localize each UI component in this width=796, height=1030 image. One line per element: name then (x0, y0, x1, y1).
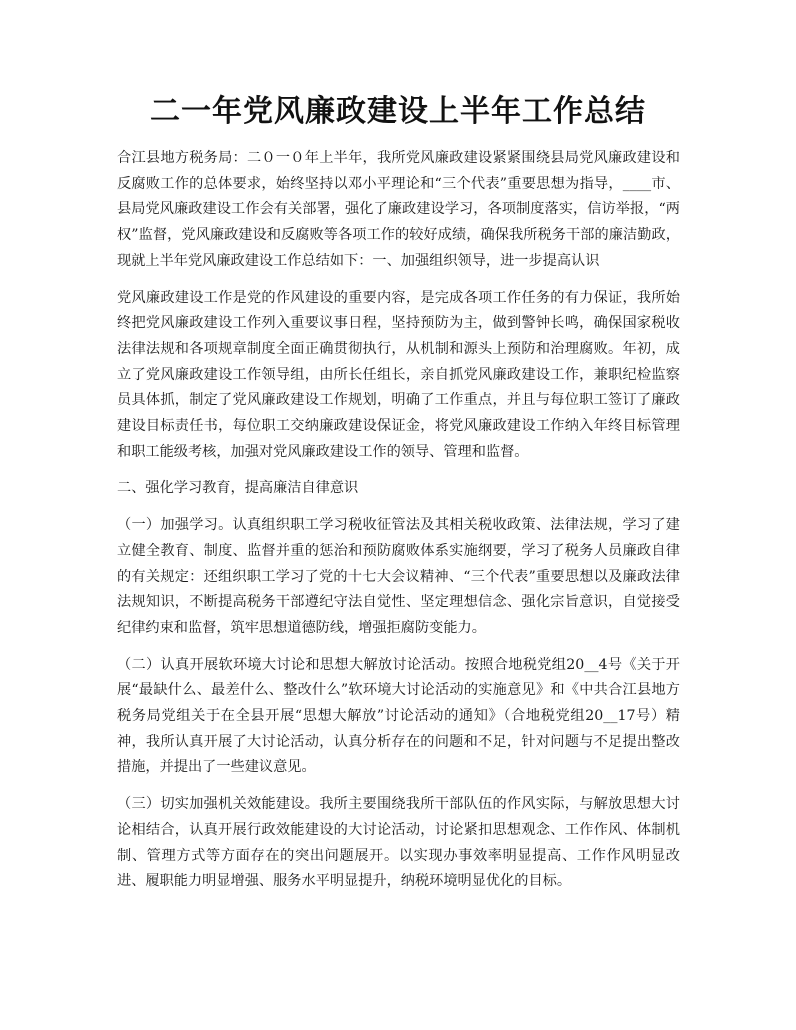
paragraph-study: （一）加强学习。认真组织职工学习税收征管法及其相关税收政策、法律法规，学习了建立健全教育、制度、监督并重的惩治和预防腐败体系实施纲要，学习了税务人员廉政自律的有关规定：还组织职工学习了党的十七大会议精神、“三个代表”重要思想以及廉政法律法规知识，不断提高税务干部遵纪守法自觉性、坚定理想信念、强化宗旨意识，自觉接受纪律约束和监督，筑牢思想道德防线，增强拒腐防变能力。 (117, 517, 680, 636)
document-title: 二一年党风廉政建设上半年工作总结 (150, 94, 646, 129)
paragraph-efficiency: （三）切实加强机关效能建设。我所主要围绕我所干部队伍的作风实际，与解放思想大讨论相结合，认真开展行政效能建设的大讨论活动，讨论紧扣思想观念、工作作风、体制机制、管理方式等方面存在的突出问题展开。以实现办事效率明显提高、工作作风明显改进、履职能力明显增强、服务水平明显提升，纳税环境明显优化的目标。 (117, 796, 680, 890)
section-heading-study: 二、强化学习教育，提高廉洁自律意识 (117, 480, 359, 497)
paragraph-intro: 合江县地方税务局：二０一０年上半年，我所党风廉政建设紧紧围绕县局党风廉政建设和反腐败工作的总体要求，始终坚持以邓小平理论和“三个代表”重要思想为指导，____市、县局党风廉政建设工作会有关部署，强化了廉政建设学习，各项制度落实，信访举报，“两权”监督，党风廉政建设和反腐败等各项工作的较好成绩，确保我所税务干部的廉洁勤政，现就上半年党风廉政建设工作总结如下：一、加强组织领导，进一步提高认识 (117, 150, 680, 269)
paragraph-organization: 党风廉政建设工作是党的作风建设的重要内容，是完成各项工作任务的有力保证，我所始终把党风廉政建设工作列入重要议事日程，坚持预防为主，做到警钟长鸣，确保国家税收法律法规和各项规章制度全面正确贯彻执行，从机制和源头上预防和治理腐败。年初，成立了党风廉政建设工作领导组，由所长任组长，亲自抓党风廉政建设工作，兼职纪检监察员具体抓，制定了党风廉政建设工作规划，明确了工作重点，并且与每位职工签订了廉政建设目标责任书，每位职工交纳廉政建设保证金，将党风廉政建设工作纳入年终目标管理和职工能级考核，加强对党风廉政建设工作的领导、管理和监督。 (117, 289, 680, 460)
paragraph-discussion: （二）认真开展软环境大讨论和思想大解放讨论活动。按照合地税党组20__4号《关于开展“最缺什么、最差什么、整改什么”软环境大讨论活动的实施意见》和《中共合江县地方税务局党组关于在全县开展“思想大解放”讨论活动的通知》（合地税党组20__17号）精神，我所认真开展了大讨论活动，认真分析存在的问题和不足，针对问题与不足提出整改措施，并提出了一些建议意见。 (117, 656, 680, 776)
document-body (117, 146, 680, 906)
